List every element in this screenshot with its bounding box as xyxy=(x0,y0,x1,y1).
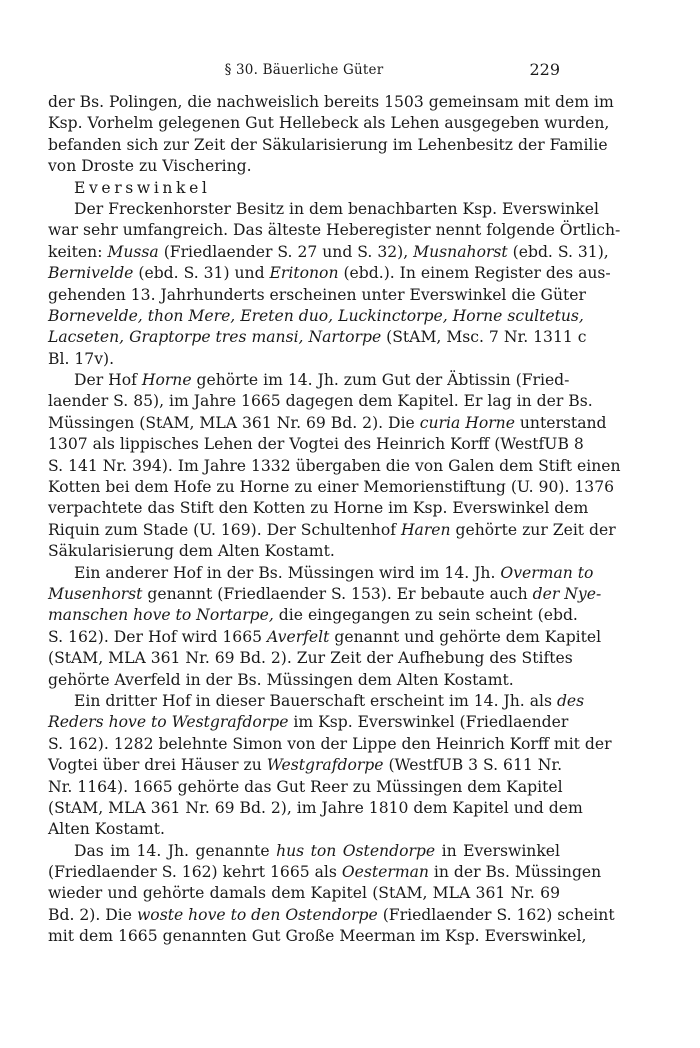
running-head xyxy=(48,60,560,82)
text-line: wieder und gehörte damals dem Kapitel (StAM, MLA 361 Nr. 69 xyxy=(48,884,560,903)
text-line: Bd. 2). Die woste hove to den Ostendorpe (Friedlaender S. 162) scheint xyxy=(48,905,615,924)
text-line: war sehr umfangreich. Das älteste Heberegister nennt folgende Örtlich- xyxy=(48,221,621,240)
text-line: der Bs. Polingen, die nachweislich bereits 1503 gemeinsam mit dem im xyxy=(48,93,614,111)
text-line: Bernivelde (ebd. S. 31) und Eritonon (ebd.). In einem Register des aus- xyxy=(48,264,611,283)
text-line: Musenhorst genannt (Friedlaender S. 153). Er bebaute auch der Nye- xyxy=(48,584,602,603)
text-line: Bornevelde, thon Mere, Ereten duo, Luckinctorpe, Horne scultetus, xyxy=(48,306,584,325)
text-line: (StAM, MLA 361 Nr. 69 Bd. 2), im Jahre 1810 dem Kapitel und dem xyxy=(48,798,583,817)
text-line: S. 162). 1282 belehnte Simon von der Lippe den Heinrich Korff mit der xyxy=(48,734,612,753)
text-line: Ein anderer Hof in der Bs. Müssingen wird im 14. Jh. Overman to xyxy=(74,563,594,582)
text-line: manschen hove to Nortarpe, die eingegangen zu sein scheint (ebd. xyxy=(48,606,578,625)
text-line: Vogtei über drei Häuser zu Westgrafdorpe (WestfUB 3 S. 611 Nr. xyxy=(48,756,563,775)
text-line: keiten: Mussa (Friedlaender S. 27 und S. 32), Musnahorst (ebd. S. 31), xyxy=(48,242,609,261)
text-line: befanden sich zur Zeit der Säkularisierung im Lehenbesitz der Familie xyxy=(48,135,608,154)
text-line: gehörte Averfeld in der Bs. Müssingen dem Alten Kostamt. xyxy=(48,670,514,689)
text-line: S. 162). Der Hof wird 1665 Averfelt genannt und gehörte dem Kapitel xyxy=(48,627,602,646)
text-line: Müssingen (StAM, MLA 361 Nr. 69 Bd. 2). Die curia Horne unterstand xyxy=(48,413,607,432)
text-line: Riquin zum Stade (U. 169). Der Schultenhof Haren gehörte zur Zeit der xyxy=(48,520,616,539)
text-line: Nr. 1164). 1665 gehörte das Gut Reer zu Müssingen dem Kapitel xyxy=(48,777,563,796)
text-line: laender S. 85), im Jahre 1665 dagegen dem Kapitel. Er lag in der Bs. xyxy=(48,392,593,411)
text-line: Lacseten, Graptorpe tres mansi, Nartorpe (StAM, Msc. 7 Nr. 1311 c xyxy=(48,328,587,347)
text-line: Alten Kostamt. xyxy=(48,820,165,839)
text-line: Säkularisierung dem Alten Kostamt. xyxy=(48,542,335,561)
text-line: Reders hove to Westgrafdorpe im Ksp. Everswinkel (Friedlaender xyxy=(48,713,569,732)
text-line: Ein dritter Hof in dieser Bauerschaft erscheint im 14. Jh. als des xyxy=(74,691,585,710)
text-line: mit dem 1665 genannten Gut Große Meerman im Ksp. Everswinkel, xyxy=(48,927,587,946)
body-text xyxy=(48,92,621,948)
page-number: 229 xyxy=(529,60,560,79)
text-line: Bl. 17v). xyxy=(48,349,115,368)
text-line: (Friedlaender S. 162) kehrt 1665 als Oesterman in der Bs. Müssingen xyxy=(48,863,602,882)
text-line: S. 141 Nr. 394). Im Jahre 1332 übergaben die von Galen dem Stift einen xyxy=(48,456,621,475)
text-line: 1307 als lippisches Lehen der Vogtei des Heinrich Korff (WestfUB 8 xyxy=(48,435,584,454)
text-line: von Droste zu Vischering. xyxy=(48,157,252,176)
text-line: verpachtete das Stift den Kotten zu Horne im Ksp. Everswinkel dem xyxy=(48,499,589,518)
text-line: gehenden 13. Jahrhunderts erscheinen unter Everswinkel die Güter xyxy=(48,285,586,304)
text-line: Ksp. Vorhelm gelegenen Gut Hellebeck als Lehen ausgegeben wurden, xyxy=(48,114,610,133)
text-line: Das im 14. Jh. genannte hus ton Ostendorpe in Everswinkel xyxy=(74,841,561,860)
text-line: Kotten bei dem Hofe zu Horne zu einer Memorienstiftung (U. 90). 1376 xyxy=(48,478,615,497)
text-line: (StAM, MLA 361 Nr. 69 Bd. 2). Zur Zeit der Aufhebung des Stiftes xyxy=(48,649,573,668)
text-line: Der Freckenhorster Besitz in dem benachbarten Ksp. Everswinkel xyxy=(74,199,599,218)
section-heading: Everswinkel xyxy=(74,178,211,197)
text-line: Der Hof Horne gehörte im 14. Jh. zum Gut der Äbtissin (Fried- xyxy=(74,371,570,390)
section-title: § 30. Bäuerliche Güter xyxy=(224,62,384,78)
